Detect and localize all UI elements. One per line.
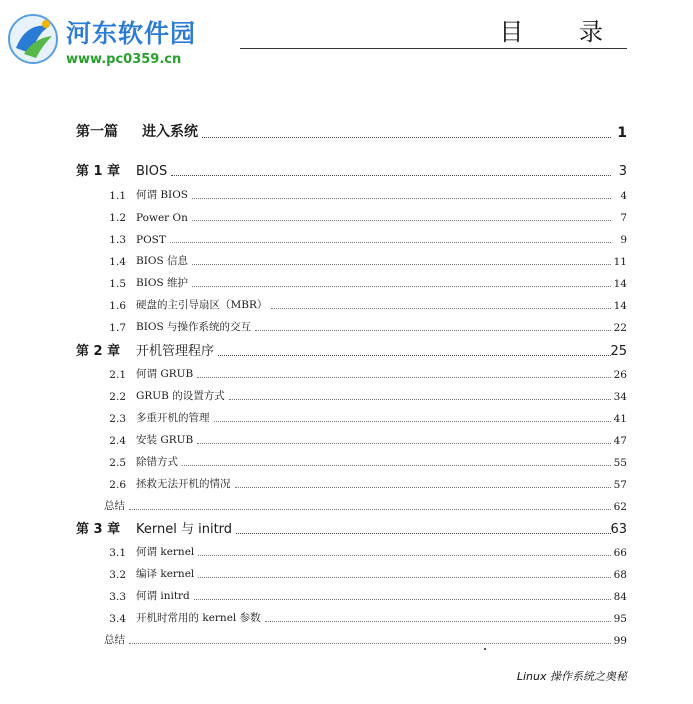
toc-leader-dots [236, 533, 611, 534]
toc-leader-dots [192, 264, 611, 265]
toc-entry-page: 47 [613, 435, 627, 447]
toc-entry-number: 2.6 [109, 479, 126, 491]
toc-leader-dots [192, 198, 611, 199]
toc-entry-number: 第 1 章 [76, 164, 121, 179]
toc-leader-dots [129, 643, 611, 644]
scan-speck [484, 648, 486, 650]
toc-entry-number: 1.7 [109, 322, 126, 334]
toc-entry-title: 进入系统 [142, 124, 198, 140]
toc-entry-page: 57 [613, 479, 627, 491]
toc-entry-page: 95 [613, 613, 627, 625]
toc-entry-page: 41 [613, 413, 627, 425]
toc-entry-page: 3 [618, 164, 627, 179]
toc-entry-number: 2.1 [109, 369, 126, 381]
toc-leader-dots [192, 286, 611, 287]
toc-entry [0, 629, 693, 649]
toc-leader-dots [265, 621, 611, 622]
toc-entry-number: 1.4 [109, 256, 126, 268]
toc-entry [0, 341, 693, 361]
toc-entry [0, 607, 693, 627]
toc-entry-number: 2.2 [109, 391, 126, 403]
toc-entry [0, 385, 693, 405]
toc-entry-page: 14 [613, 300, 627, 312]
toc-entry-page: 25 [610, 344, 627, 359]
toc-entry [0, 407, 693, 427]
toc-entry-number: 1.1 [109, 190, 126, 202]
toc-entry [0, 585, 693, 605]
toc-entry-page: 11 [613, 256, 627, 268]
toc-entry-number: 1.6 [109, 300, 126, 312]
toc-entry-title: Power On [136, 212, 188, 224]
toc-entry-page: 34 [613, 391, 627, 403]
toc-entry [0, 228, 693, 248]
toc-entry [0, 451, 693, 471]
toc-entry [0, 316, 693, 336]
toc-entry-title: 硬盘的主引导扇区（MBR） [136, 299, 268, 311]
toc-entry-page: 1 [617, 125, 627, 141]
toc-entry-page: 7 [620, 212, 627, 224]
page-title: 目 录 [499, 18, 627, 46]
watermark-url: www.pc0359.cn [66, 52, 182, 67]
toc-entry-page: 26 [613, 369, 627, 381]
toc-entry-title: 开机管理程序 [136, 344, 215, 359]
toc-leader-dots [129, 509, 611, 510]
toc-entry [0, 541, 693, 561]
toc-entry-title: GRUB 的设置方式 [136, 390, 225, 402]
toc-entry-title: 总结 [104, 634, 125, 646]
toc-entry-number: 3.2 [109, 569, 126, 581]
toc-leader-dots [171, 175, 611, 176]
toc-entry [0, 519, 693, 539]
toc-entry [0, 294, 693, 314]
toc-entry-title: 安装 GRUB [136, 434, 194, 446]
toc-leader-dots [198, 577, 611, 578]
toc-leader-dots [197, 443, 611, 444]
toc-leader-dots [229, 399, 611, 400]
toc-entry-number: 3.1 [109, 547, 126, 559]
toc-entry-title: 编译 kernel [136, 568, 195, 580]
toc-leader-dots [197, 377, 611, 378]
toc-entry-title: 何谓 kernel [136, 546, 195, 558]
toc-entry-number: 第 2 章 [76, 344, 121, 359]
toc-leader-dots [271, 308, 611, 309]
toc-entry-number: 2.3 [109, 413, 126, 425]
toc-entry [0, 161, 693, 181]
toc-entry-title: 总结 [104, 500, 125, 512]
toc-entry-number: 1.3 [109, 234, 126, 246]
toc-leader-dots [218, 355, 611, 356]
toc-entry-title: 除错方式 [136, 456, 178, 468]
toc-entry-page: 66 [613, 547, 627, 559]
toc-entry-title: BIOS 与操作系统的交互 [136, 321, 252, 333]
toc-entry-page: 99 [613, 635, 627, 647]
toc-entry-title: 何谓 initrd [136, 590, 190, 602]
toc-entry-title: POST [136, 234, 166, 246]
toc-entry-title: 拯救无法开机的情况 [136, 478, 231, 490]
toc-entry-page: 9 [620, 234, 627, 246]
toc-leader-dots [214, 421, 611, 422]
toc-leader-dots [170, 242, 611, 243]
toc-entry-page: 63 [610, 522, 627, 537]
toc-leader-dots [192, 220, 611, 221]
toc-entry-page: 68 [613, 569, 627, 581]
toc-entry-title: BIOS [136, 164, 168, 179]
toc-entry-page: 55 [613, 457, 627, 469]
toc-entry-title: BIOS 维护 [136, 277, 189, 289]
toc-entry [0, 123, 693, 143]
toc-entry-title: Kernel 与 initrd [136, 522, 233, 537]
toc-entry-number: 2.4 [109, 435, 126, 447]
toc-leader-dots [255, 330, 611, 331]
toc-entry-title: 何谓 BIOS [136, 189, 189, 201]
toc-entry-number: 1.2 [109, 212, 126, 224]
toc-entry [0, 250, 693, 270]
toc-entry [0, 473, 693, 493]
toc-leader-dots [202, 137, 611, 138]
toc-entry-number: 1.5 [109, 278, 126, 290]
toc-entry [0, 495, 693, 515]
toc-entry-number: 3.4 [109, 613, 126, 625]
toc-entry-page: 22 [613, 322, 627, 334]
toc-entry [0, 429, 693, 449]
toc-entry-page: 62 [613, 501, 627, 513]
toc-entry-title: 开机时常用的 kernel 参数 [136, 612, 261, 624]
toc-entry-title: 多重开机的管理 [136, 412, 210, 424]
toc-entry [0, 363, 693, 383]
toc-entry-number: 第 3 章 [76, 522, 121, 537]
running-footer: Linux 操作系统之奥秘 [516, 670, 627, 683]
toc-entry [0, 206, 693, 226]
toc-leader-dots [198, 555, 611, 556]
toc-leader-dots [182, 465, 611, 466]
toc-entry-number: 3.3 [109, 591, 126, 603]
toc-entry-number: 第一篇 [76, 124, 118, 140]
toc-entry-title: BIOS 信息 [136, 255, 189, 267]
toc-leader-dots [235, 487, 611, 488]
toc-entry-page: 4 [620, 190, 627, 202]
toc-entry-number: 2.5 [109, 457, 126, 469]
toc-leader-dots [194, 599, 611, 600]
toc-entry [0, 184, 693, 204]
toc-entry-page: 84 [613, 591, 627, 603]
toc-entry [0, 563, 693, 583]
watermark-site-name: 河东软件园 [66, 19, 197, 48]
toc-entry-page: 14 [613, 278, 627, 290]
toc-entry-title: 何谓 GRUB [136, 368, 194, 380]
toc-entry [0, 272, 693, 292]
